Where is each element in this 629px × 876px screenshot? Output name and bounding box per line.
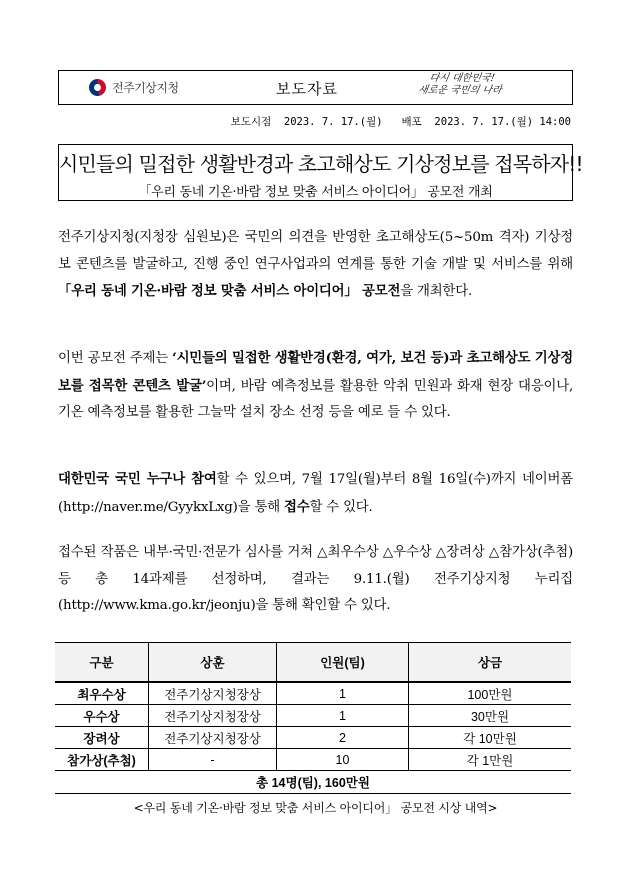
slogan-line-2: 새로운 국민의 나라 xyxy=(417,85,503,96)
cell-count: 10 xyxy=(277,749,409,771)
cell-total: 총 14명(팀), 160만원 xyxy=(55,771,571,794)
col-header-category: 구분 xyxy=(55,643,149,683)
para-text: 이며, 바람 예측정보를 활용한 악취 민원과 화재 현장 대응이나, 기온 예측정보를 활용한 그늘막 설치 장소 선정 등을 예로 들 수 있다. xyxy=(58,378,574,420)
slogan-line-1: 다시 대한민국! xyxy=(428,73,496,84)
cell-prize: 각 1만원 xyxy=(409,749,572,771)
cell-count: 2 xyxy=(277,727,409,749)
cell-count: 1 xyxy=(277,682,409,705)
agency-name: 전주기상지청 xyxy=(112,81,179,95)
para-text-bold: 접수 xyxy=(284,498,310,515)
paragraph-2 xyxy=(58,345,573,427)
headline-box xyxy=(58,144,583,201)
cell-category: 장려상 xyxy=(55,727,149,749)
agency-logo xyxy=(89,79,179,96)
table-row xyxy=(55,705,571,727)
para-text-bold: 「우리 동네 기온·바람 정보 맞춤 서비스 아이디어」 공모전 xyxy=(58,283,401,299)
table-total-row xyxy=(55,771,571,794)
para-text: 을 개최한다. xyxy=(400,284,473,299)
cell-category: 참가상(추첨) xyxy=(55,749,149,771)
cell-prize: 30만원 xyxy=(409,705,572,727)
headline: 시민들의 밀접한 생활반경과 초고해상도 기상정보를 접목하자!! xyxy=(59,152,583,176)
table-row xyxy=(55,682,571,705)
cell-award: - xyxy=(149,749,277,771)
cell-award: 전주기상지청장상 xyxy=(149,682,277,705)
para-text: 접수된 작품은 내부·국민·전문가 심사를 거쳐 △최우수상 △우수상 △장려상 △참가상(추첨) 등 총 14과제를 선정하며, 결과는 9.11.(월) 전주기상지청 누리집(http://www.kma.go.kr/jeonju)을 통해 확인할 수 있다. xyxy=(58,545,573,613)
paragraph-3 xyxy=(58,466,573,521)
para-text: 이번 공모전 주제는 xyxy=(58,351,173,366)
table-header-row xyxy=(55,643,571,683)
awards-table xyxy=(55,642,571,794)
para-text-bold: ‘시민들의 밀접한 생활반경(환경, 여가, 보건 등)과 초고해상도 기상정보를 접목한 콘텐츠 발굴’ xyxy=(58,350,573,394)
para-text-bold: 대한민국 국민 누구나 참여 xyxy=(58,471,217,487)
para-text: 전주기상지청(지청장 심원보)은 국민의 의견을 반영한 초고해상도(5~50m 격자) 기상정보 콘텐츠를 발굴하고, 진행 중인 연구사업과의 연계를 통한 기술 개발 및 서비스를 위해 xyxy=(58,230,573,272)
government-slogan xyxy=(417,73,505,97)
paragraph-4 xyxy=(58,540,573,620)
col-header-award: 상훈 xyxy=(149,643,277,683)
cell-award: 전주기상지청장상 xyxy=(149,705,277,727)
sub-headline: 「우리 동네 기온·바람 정보 맞춤 서비스 아이디어」 공모전 개최 xyxy=(138,185,493,200)
cell-category: 최우수상 xyxy=(55,682,149,705)
doc-type-label: 보도자료 xyxy=(276,80,338,98)
cell-category: 우수상 xyxy=(55,705,149,727)
table-row xyxy=(55,727,571,749)
cell-count: 1 xyxy=(277,705,409,727)
para-text: 할 수 있으며, 7월 17일(월)부터 8월 16일(수)까지 네이버폼(http://naver.me/GyykxLxg)을 통해 xyxy=(58,472,573,515)
cell-prize: 각 10만원 xyxy=(409,727,572,749)
paragraph-1 xyxy=(58,225,573,306)
col-header-count: 인원(팀) xyxy=(277,643,409,683)
cell-prize: 100만원 xyxy=(409,682,572,705)
press-header xyxy=(58,70,573,105)
para-text: 할 수 있다. xyxy=(309,499,373,515)
taegeuk-logo-icon xyxy=(89,79,106,96)
col-header-prize: 상금 xyxy=(409,643,572,683)
release-info: 보도시점 2023. 7. 17.(월) 배포 2023. 7. 17.(월) 14:00 xyxy=(230,116,571,128)
cell-award: 전주기상지청장상 xyxy=(149,727,277,749)
table-caption: <우리 동네 기온·바람 정보 맞춤 서비스 아이디어」 공모전 시상 내역> xyxy=(133,801,498,815)
table-row xyxy=(55,749,571,771)
